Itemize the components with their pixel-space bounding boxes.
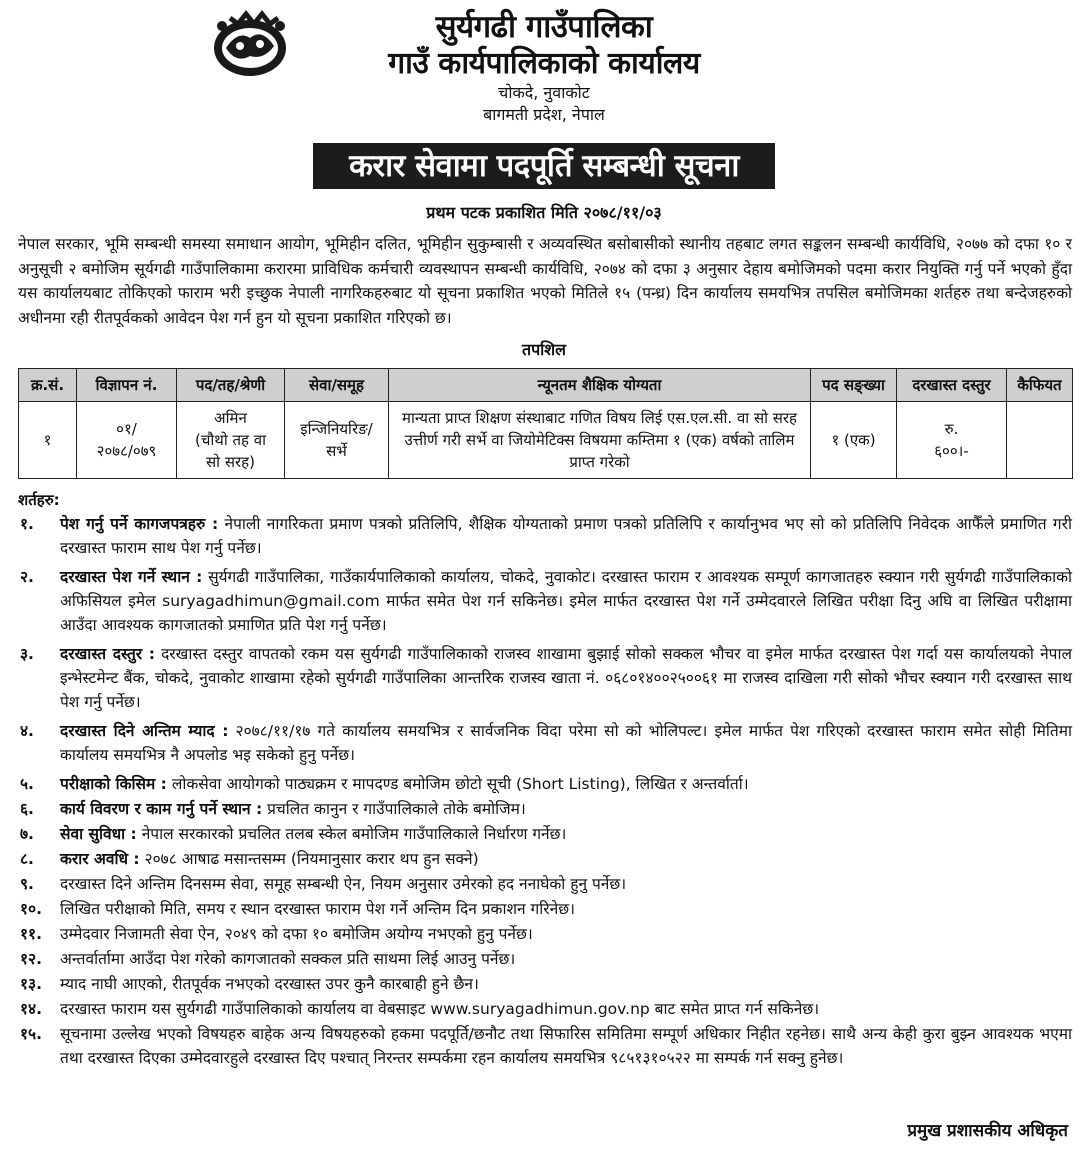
col-header-remarks: कैफियत — [1007, 369, 1073, 402]
term-text — [60, 642, 1072, 714]
term-item — [18, 847, 1072, 871]
term-body: नेपाली नागरिकता प्रमाण पत्रको प्रतिलिपि, शैक्षिक योग्यताको प्रमाण पत्रको प्रतिलिपि र कार्यानुभव भए सो को प्रतिलिपि निवेदक आफैँले प्रमाणित गरी दरखास्त फाराम साथ पेश गर्नु पर्नेछ। — [60, 515, 1072, 557]
term-text — [60, 872, 1072, 896]
term-body: अन्तर्वार्तामा आउँदा पेश गरेको कागजातको सक्कल प्रति साथमा लिई आउनु पर्नेछ। — [60, 950, 516, 968]
term-number: ९. — [20, 875, 34, 893]
col-header-service: सेवा/समूह — [285, 369, 389, 402]
cell-post — [177, 402, 285, 479]
term-label: दरखास्त दिने अन्तिम म्याद : — [60, 722, 229, 740]
col-header-count: पद सङ्ख्या — [811, 369, 897, 402]
term-body: दरखास्त फाराम यस सुर्यगढी गाउँपालिकाको कार्यालय वा वेबसाइट www.suryagadhimun.gov.np बाट समेत प्राप्त गर्न सकिनेछ। — [60, 1000, 820, 1018]
term-text — [60, 512, 1072, 560]
term-body: लिखित परीक्षाको मिति, समय र स्थान दरखास्त फाराम पेश गर्ने अन्तिम दिन प्रकाशन गरिनेछ। — [60, 900, 575, 918]
term-item — [18, 947, 1072, 971]
office-name: गाउँ कार्यपालिकाको कार्यालय — [388, 46, 700, 81]
cell-fee — [897, 402, 1007, 479]
term-text — [60, 922, 1072, 946]
term-number: ११. — [20, 925, 43, 943]
term-number: ६. — [20, 800, 34, 818]
table-row — [19, 402, 1073, 479]
col-header-fee: दरखास्त दस्तुर — [897, 369, 1007, 402]
term-item — [18, 772, 1072, 796]
signatory-title: प्रमुख प्रशासकीय अधिकृत — [907, 1121, 1068, 1141]
table-title: तपशिल — [521, 340, 567, 359]
terms-title: शर्तहरु: — [18, 491, 60, 509]
post-line-1: अमिन — [214, 409, 247, 427]
terms-section — [18, 490, 1072, 1071]
term-item — [18, 897, 1072, 921]
term-item — [18, 872, 1072, 896]
term-number: १४. — [20, 1000, 43, 1018]
term-body: दरखास्त दस्तुर वापतको रकम यस सुर्यगढी गाउँपालिकाको राजस्व शाखामा बुझाई सोको सक्कल भौचर वा इमेल मार्फत दरखास्त पेश गर्दा यस कार्यालयको नेपाल इन्भेस्टमेन्ट बैंक, चोकदे, नुवाकोट शाखामा रहेको सुर्यगढी गाउँपालिका आन्तरिक राजस्व खाता नं. ०६८०१४००२५००६१ मा राजस्व दाखिला गरी सोको भौचर स्क्यान गरी दरखास्त साथ पेश गर्नु पर्नेछ। — [60, 645, 1073, 711]
cell-remarks — [1007, 402, 1073, 479]
fee-line-1: रु. — [944, 420, 959, 438]
post-line-3: सो सरह) — [206, 453, 255, 471]
term-label: सेवा सुविधा : — [60, 825, 137, 843]
term-body: २०७८/११/१७ गते कार्यालय समयभित्र र सार्वजनिक विदा परेमा सो को भोलिपल्ट। इमेल मार्फत पेश गरिएको दरखास्त फाराम समेत सोही मितिमा कार्यालय समयभित्र नै अपलोड भइ सकेको हुनु पर्नेछ। — [60, 722, 1072, 764]
term-body: सुर्यगढी गाउँपालिका, गाउँकार्यपालिकाको कार्यालय, चोकदे, नुवाकोट। दरखास्त फाराम र आवश्यक सम्पूर्ण कागजातहरु स्क्यान गरी सुर्यगढी गाउँपालिकाको अफिसियल इमेल suryagadhimun@gmail.com मार्फत समेत पेश गर्न सकिनेछ। इमेल मार्फत दरखास्त पेश गर्ने उम्मेदवारले लिखित परीक्षा दिनु अघि वा लिखित परीक्षामा आउँदा आवश्यक कागजातको प्रमाणित प्रति पेश गर्नु पर्नेछ। — [60, 568, 1072, 634]
term-text — [60, 719, 1072, 767]
term-body: लोकसेवा आयोगको पाठ्यक्रम र मापदण्ड बमोजिम छोटो सूची (Short Listing), लिखित र अन्तर्वार्ता। — [166, 775, 749, 793]
term-text — [60, 972, 1072, 996]
terms-list — [18, 512, 1072, 1070]
term-number: १०. — [20, 900, 43, 918]
col-header-sn: क्र.सं. — [19, 369, 77, 402]
term-label: पेश गर्नु पर्ने कागजपत्रहरु : — [60, 515, 219, 533]
service-line-1: इन्जिनियरिङ/ — [300, 420, 373, 438]
published-date: प्रथम पटक प्रकाशित मिति २०७८/११/०३ — [426, 203, 662, 222]
term-item — [18, 972, 1072, 996]
term-number: ४. — [20, 722, 34, 740]
term-number: १५. — [20, 1025, 43, 1043]
term-item — [18, 642, 1072, 714]
term-body: सूचनामा उल्लेख भएको विषयहरु बाहेक अन्य विषयहरुको हकमा पदपूर्ति/छनौट तथा सिफारिस समितिमा सम्पूर्ण अधिकार निहीत रहनेछ। साथै अन्य केही कुरा बुझ्न आवश्यक भएमा तथा दरखास्त दिएका उम्मेदवारहुले दरखास्त दिए पश्चात् निरन्तर सम्पर्कमा रहन कार्यालय समयभित्र ९८५१३१०५२२ मा सम्पर्क गर्न सक्नु हुनेछ। — [60, 1025, 1072, 1067]
term-number: ७. — [20, 825, 34, 843]
cell-sn: १ — [19, 402, 77, 479]
cell-qualification: मान्यता प्राप्त शिक्षण संस्थाबाट गणित विषय लिई एस.एल.सी. वा सो सरह उत्तीर्ण गरी सर्भे वा जियोमेटिक्स विषयमा कम्तिमा १ (एक) वर्षको तालिम प्राप्त गरेको — [389, 402, 811, 479]
term-text — [60, 997, 1072, 1021]
term-number: १. — [20, 515, 34, 533]
term-number: १३. — [20, 975, 43, 993]
post-line-2: (चौथो तह वा — [194, 431, 266, 449]
term-number: १२. — [20, 950, 43, 968]
term-number: ८. — [20, 850, 34, 868]
adv-no-line-1: ०१/ — [116, 420, 137, 438]
term-label: करार अवधि : — [60, 850, 140, 868]
vacancy-table — [18, 368, 1073, 479]
fee-line-2: ६००।- — [934, 442, 969, 460]
term-item — [18, 719, 1072, 767]
table-header-row — [19, 369, 1073, 402]
col-header-qualification: न्यूनतम शैक्षिक योग्यता — [389, 369, 811, 402]
term-text — [60, 847, 1072, 871]
term-body: उम्मेदवार निजामती सेवा ऐन, २०४९ को दफा १० बमोजिम अयोग्य नभएको हुनु पर्नेछ। — [60, 925, 533, 943]
term-text — [60, 947, 1072, 971]
address-line-1: चोकदे, नुवाकोट — [498, 83, 590, 102]
term-text — [60, 797, 1072, 821]
term-item — [18, 997, 1072, 1021]
term-body: नेपाल सरकारको प्रचलित तलब स्केल बमोजिम गाउँपालिकाले निर्धारण गर्नेछ। — [136, 825, 567, 843]
municipality-name: सुर्यगढी गाउँपालिका — [435, 9, 653, 45]
cell-adv-no — [77, 402, 177, 479]
term-item — [18, 565, 1072, 637]
term-number: २. — [20, 568, 34, 586]
term-item — [18, 922, 1072, 946]
term-body: म्याद नाघी आएको, रीतपूर्वक नभएको दरखास्त उपर कुनै कारबाही हुने छैन। — [60, 975, 479, 993]
term-text — [60, 822, 1072, 846]
term-label: परीक्षाको किसिम : — [60, 775, 167, 793]
notice-title-banner: करार सेवामा पदपूर्ति सम्बन्धी सूचना — [313, 143, 775, 189]
cell-count: १ (एक) — [811, 402, 897, 479]
service-line-2: सर्भे — [326, 442, 347, 460]
term-number: ५. — [20, 775, 34, 793]
term-text — [60, 897, 1072, 921]
term-body: दरखास्त दिने अन्तिम दिनसम्म सेवा, समूह सम्बन्धी ऐन, नियम अनुसार उमेरको हद ननाघेको हुनु पर्नेछ। — [60, 875, 627, 893]
address-line-2: बागमती प्रदेश, नेपाल — [483, 105, 605, 124]
term-item — [18, 822, 1072, 846]
col-header-adv-no: विज्ञापन नं. — [77, 369, 177, 402]
term-label: कार्य विवरण र काम गर्नु पर्ने स्थान : — [60, 800, 263, 818]
term-item — [18, 1022, 1072, 1070]
intro-paragraph: नेपाल सरकार, भूमि सम्बन्धी समस्या समाधान आयोग, भूमिहीन दलित, भूमिहीन सुकुम्बासी र अव्यवस्थित बसोबासीको स्थानीय तहबाट लगत सङ्कलन सम्बन्धी कार्यविधि, २०७७ को दफा १० र अनुसूची २ बमोजिम सूर्यगढी गाउँपालिकामा करारमा प्राविधिक कर्मचारी व्यवस्थापन सम्बन्धी कार्यविधि, २०७४ को दफा ३ अनुसार देहाय बमोजिमको पदमा करार नियुक्ति गर्नु पर्ने भएको हुँदा यस कार्यालयबाट तोकिएको फाराम भरी इच्छुक नेपाली नागरिकहरुबाट यो सूचना प्रकाशित भएको मितिले १५ (पन्ध्र) दिन कार्यालय समयभित्र तपसिल बमोजिमका शर्तहरु तथा बन्देजहरुको अधीनमा रही रीतपूर्वकको आवेदन पेश गर्न हुन यो सूचना प्रकाशित गरिएको छ। — [18, 235, 1072, 327]
term-item — [18, 797, 1072, 821]
term-item — [18, 512, 1072, 560]
term-number: ३. — [20, 645, 34, 663]
term-text — [60, 1022, 1072, 1070]
term-body: प्रचलित कानुन र गाउँपालिकाले तोके बमोजिम। — [262, 800, 526, 818]
term-label: दरखास्त पेश गर्ने स्थान : — [60, 568, 203, 586]
term-body: २०७८ आषाढ मसान्तसम्म (नियमानुसार करार थप हुन सक्ने) — [139, 850, 479, 868]
term-text — [60, 772, 1072, 796]
col-header-post: पद/तह/श्रेणी — [177, 369, 285, 402]
term-label: दरखास्त दस्तुर : — [60, 645, 155, 663]
adv-no-line-2: २०७८/०७९ — [96, 442, 157, 460]
letterhead — [0, 8, 1088, 126]
term-text — [60, 565, 1072, 637]
cell-service — [285, 402, 389, 479]
